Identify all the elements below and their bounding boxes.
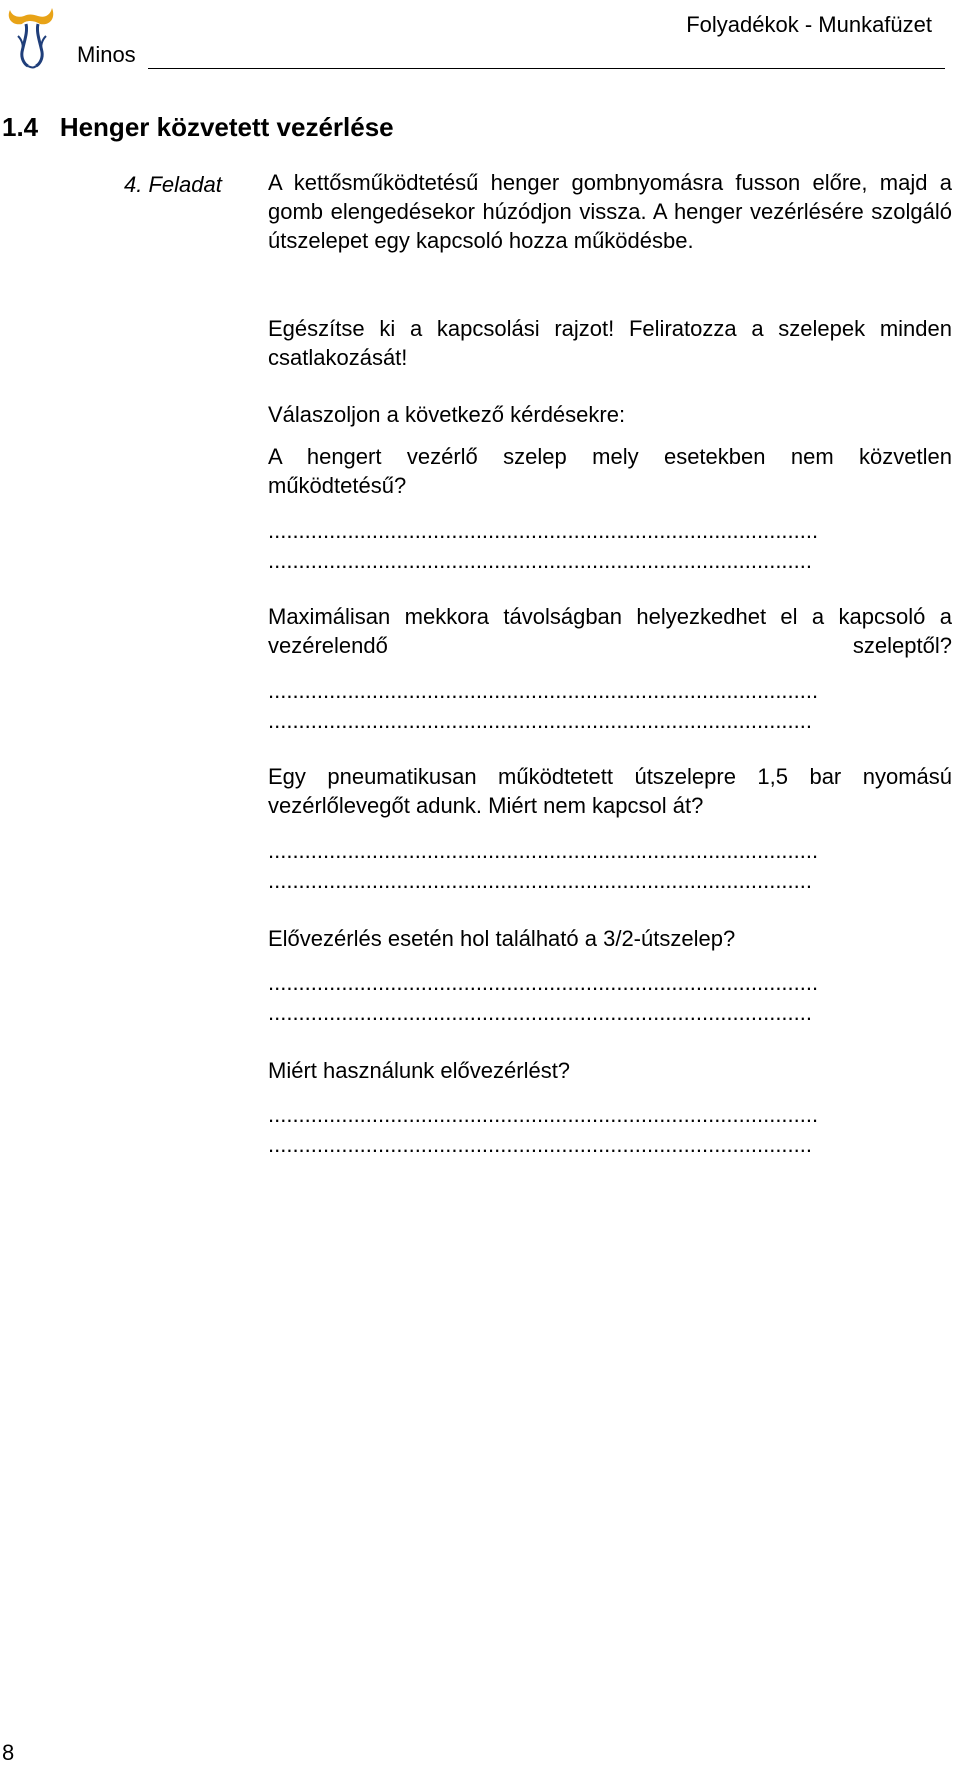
answer-line-1a[interactable]: .......................................................................................... [268,518,819,543]
section-title: 1.4 Henger közvetett vezérlése [2,112,394,142]
brand-name: Minos [77,42,136,67]
answer-line-2a[interactable]: .......................................................................................... [268,678,819,703]
questions-intro: Válaszoljon a következő kérdésekre: [268,402,626,427]
question-1: A hengert vezérlő szelep mely esetekben nem közvetlen működtetésű? [268,444,952,498]
answer-line-2b[interactable]: ......................................................................................... [268,708,812,733]
question-2: Maximálisan mekkora távolságban helyezkedhet el a kapcsoló a vezérelendő szeleptől? [268,604,952,658]
answer-line-4a[interactable]: .......................................................................................... [268,970,819,995]
task-label: 4. Feladat [124,172,222,197]
answer-line-5a[interactable]: .......................................................................................... [268,1102,819,1127]
answer-line-3b[interactable]: ......................................................................................... [268,868,812,893]
answer-line-1b[interactable]: ......................................................................................... [268,548,812,573]
document-title: Folyadékok - Munkafüzet [686,12,932,37]
bull-logo-icon [4,2,60,70]
question-3: Egy pneumatikusan működtetett útszelepre 1,5 bar nyomású vezérlőlevegőt adunk. Miért nem kapcsol át? [268,764,952,818]
answer-line-4b[interactable]: ......................................................................................... [268,1000,812,1025]
answer-line-5b[interactable]: ......................................................................................... [268,1132,812,1157]
page-number: 8 [2,1740,15,1765]
header-underline [148,68,945,69]
question-5: Miért használunk elővezérlést? [268,1058,571,1083]
answer-line-3a[interactable]: .......................................................................................... [268,838,819,863]
task-description: A kettősműködtetésű henger gombnyomásra fusson előre, majd a gomb elengedésekor húzódjon vissza. A henger vezérlésére szolgáló útszelepet egy kapcsoló hozza működésbe. [268,170,952,253]
question-4: Elővezérlés esetén hol található a 3/2-útszelep? [268,926,736,951]
task-instruction: Egészítse ki a kapcsolási rajzot! Feliratozza a szelepek minden csatlakozását! [268,316,952,370]
